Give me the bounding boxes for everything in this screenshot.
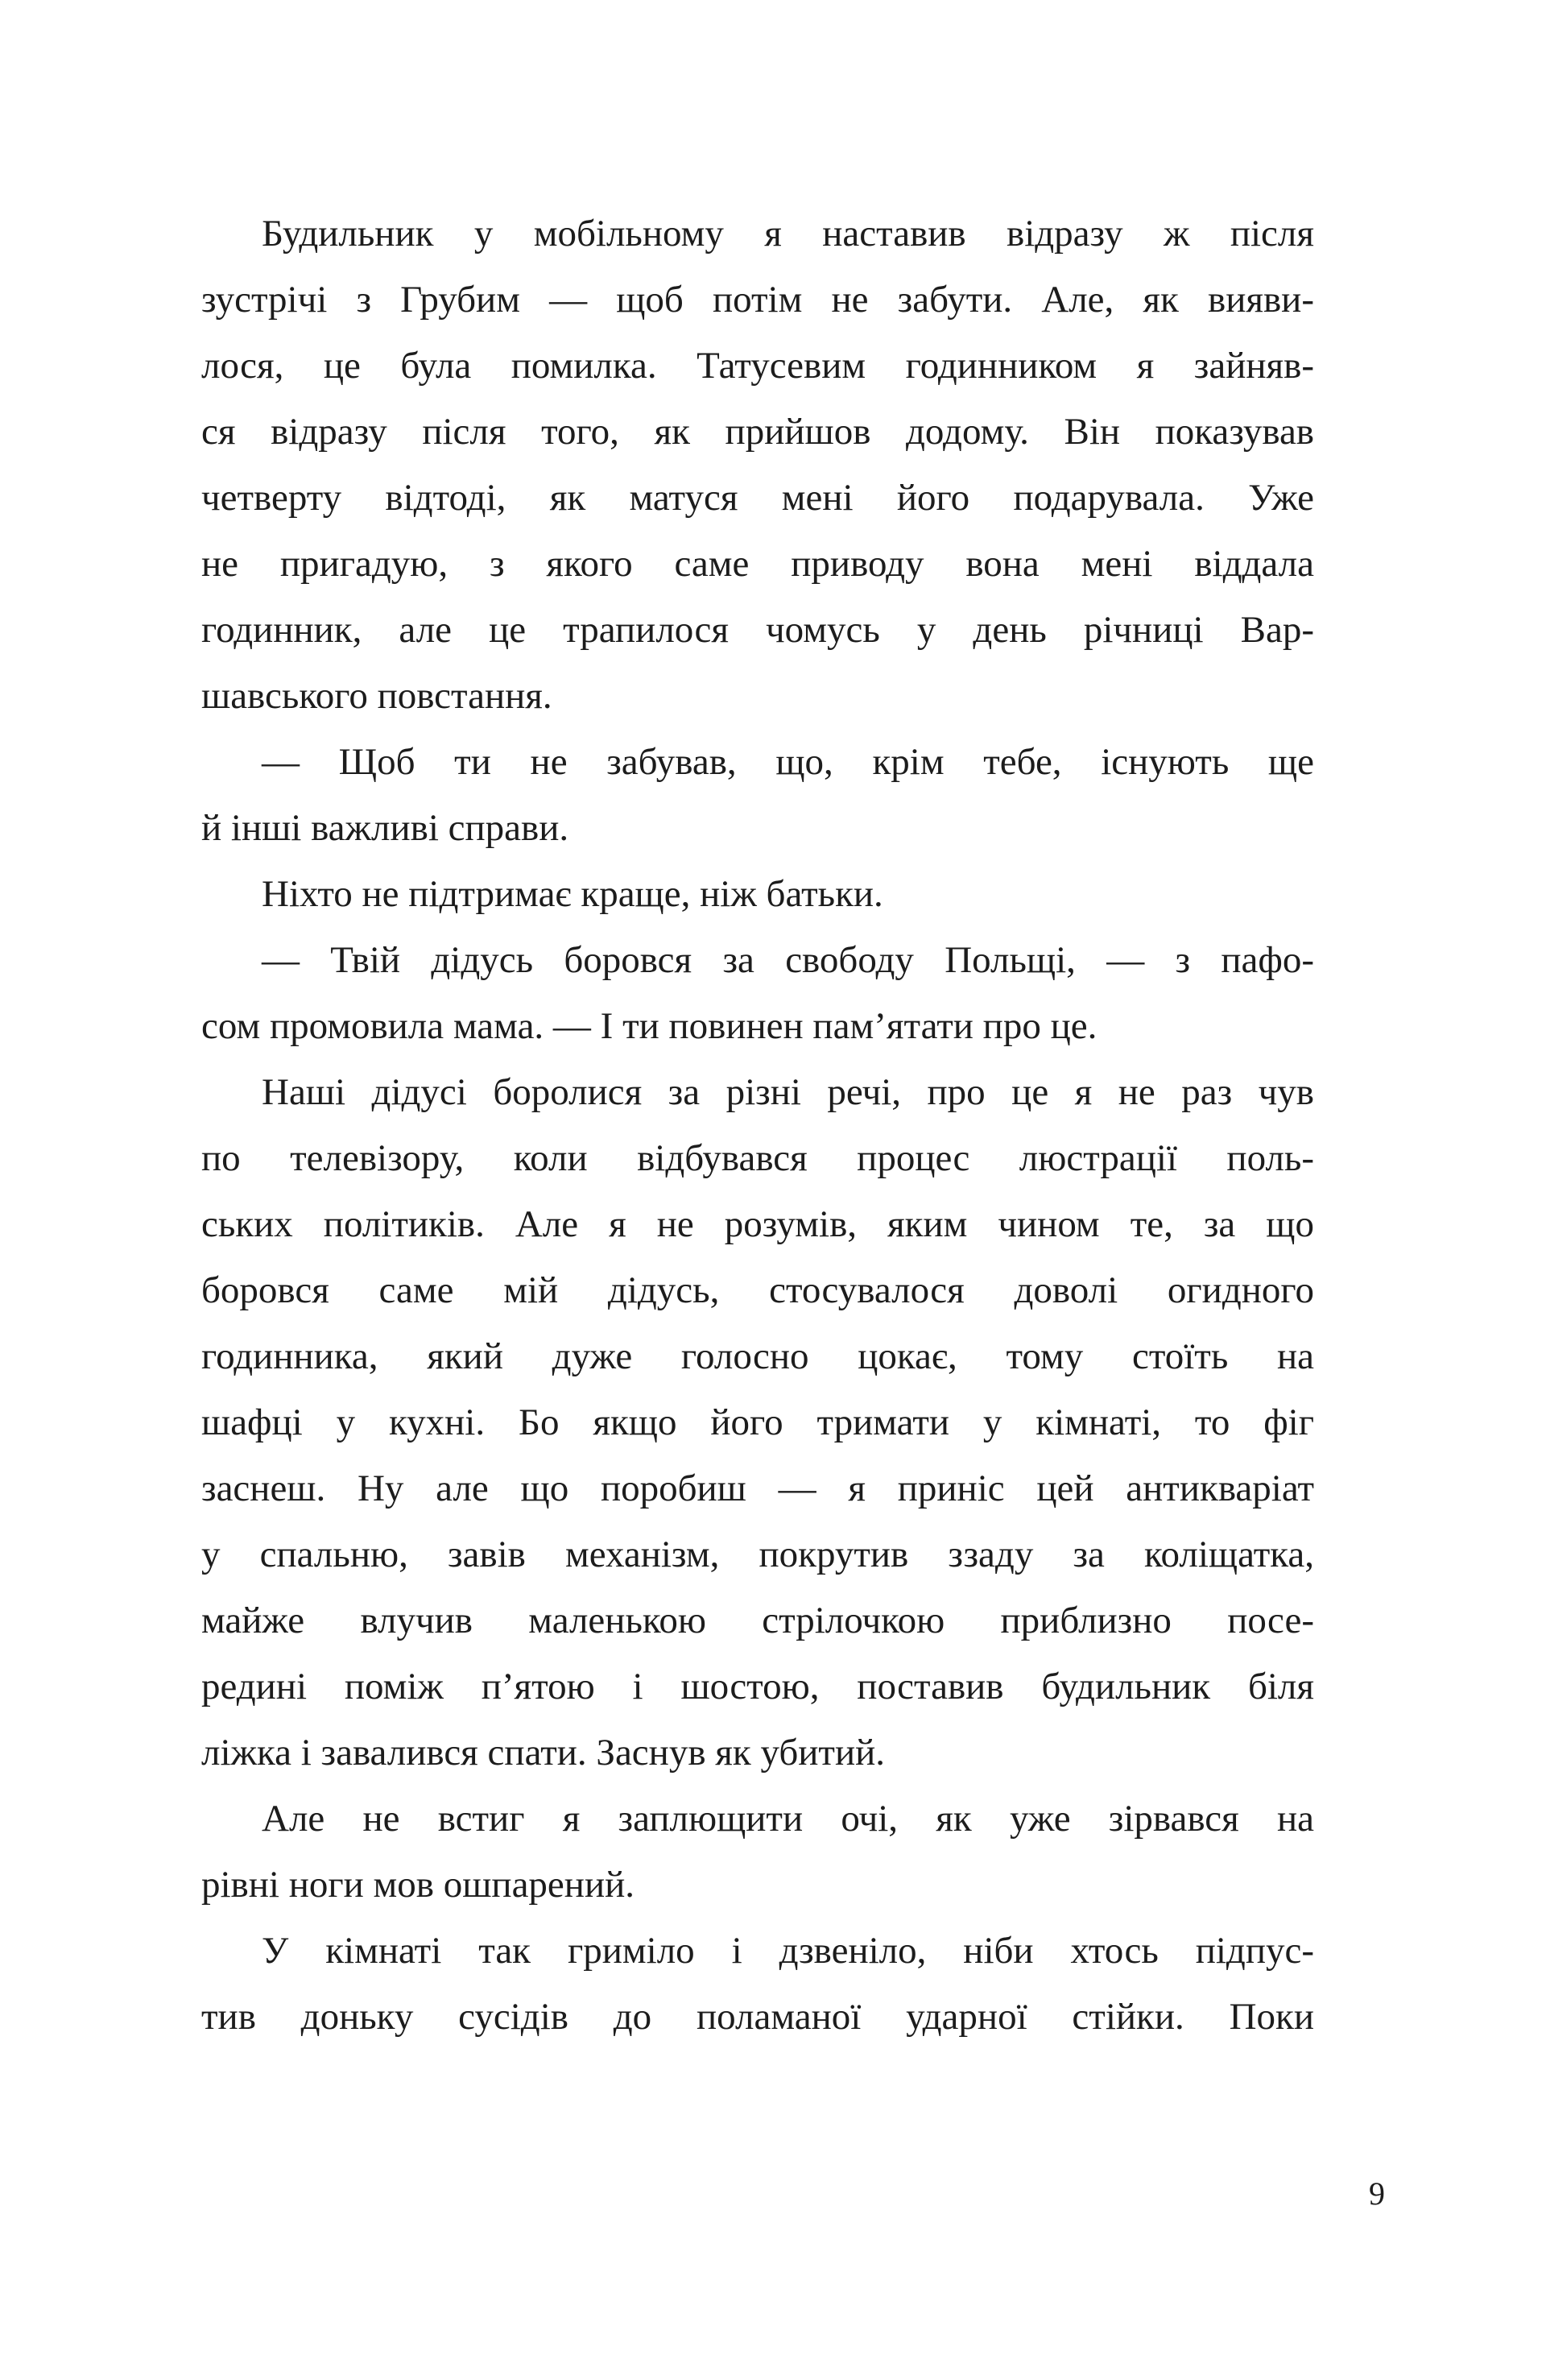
text-line: майже влучив маленькою стрілочкою приблизно посе- [201, 1600, 1314, 1641]
text-line: редині поміж п’ятою і шостою, поставив будильник біля [201, 1666, 1314, 1707]
text-line: Ніхто не підтримає краще, ніж батьки. [262, 873, 883, 915]
page-number: 9 [1369, 2175, 1385, 2212]
text-line: й інші важливі справи. [201, 807, 569, 849]
text-line: Будильник у мобільному я наставив відразу ж після [262, 213, 1314, 255]
text-line: Наші дідусі боролися за різні речі, про це я не раз чув [262, 1071, 1314, 1113]
text-line: боровся саме мій дідусь, стосувалося доволі огидного [201, 1269, 1314, 1311]
text-line: ся відразу після того, як прийшов додому. Він показував [201, 411, 1314, 453]
text-line: Але не встиг я заплющити очі, як уже зірвався на [262, 1798, 1314, 1840]
text-line: сом промовила мама. — І ти повинен пам’ятати про це. [201, 1005, 1097, 1047]
text-line: шафці у кухні. Бо якщо його тримати у кімнаті, то фіг [201, 1401, 1314, 1443]
text-line: годинник, але це трапилося чомусь у день річниці Вар- [201, 609, 1314, 651]
text-line: — Твій дідусь боровся за свободу Польщі, — з пафо- [262, 939, 1314, 981]
text-line: шавського повстання. [201, 675, 552, 717]
text-line: заснеш. Ну але що поробиш — я приніс цей антикваріат [201, 1467, 1314, 1509]
text-line: ських політиків. Але я не розумів, яким чином те, за що [201, 1203, 1314, 1245]
page-body-text [201, 201, 1314, 2050]
text-line: зустрічі з Грубим — щоб потім не забути. Але, як вияви- [201, 279, 1314, 321]
text-line: тив доньку сусідів до поламаної ударної стійки. Поки [201, 1996, 1314, 2038]
text-line: — Щоб ти не забував, що, крім тебе, існують ще [262, 741, 1314, 783]
text-line: не пригадую, з якого саме приводу вона мені віддала [201, 543, 1314, 585]
text-line: по телевізору, коли відбувався процес люстрації поль- [201, 1137, 1314, 1179]
text-line: годинника, який дуже голосно цокає, тому стоїть на [201, 1335, 1314, 1377]
text-line: четверту відтоді, як матуся мені його подарувала. Уже [201, 477, 1314, 519]
text-line: лося, це була помилка. Татусевим годинником я зайняв- [201, 345, 1314, 387]
text-line: У кімнаті так гриміло і дзвеніло, ніби хтось підпус- [262, 1930, 1314, 1972]
text-line: у спальню, завів механізм, покрутив ззаду за коліщатка, [201, 1534, 1314, 1575]
text-line: ліжка і завалився спати. Заснув як убитий. [201, 1732, 886, 1774]
text-line: рівні ноги мов ошпарений. [201, 1864, 635, 1906]
